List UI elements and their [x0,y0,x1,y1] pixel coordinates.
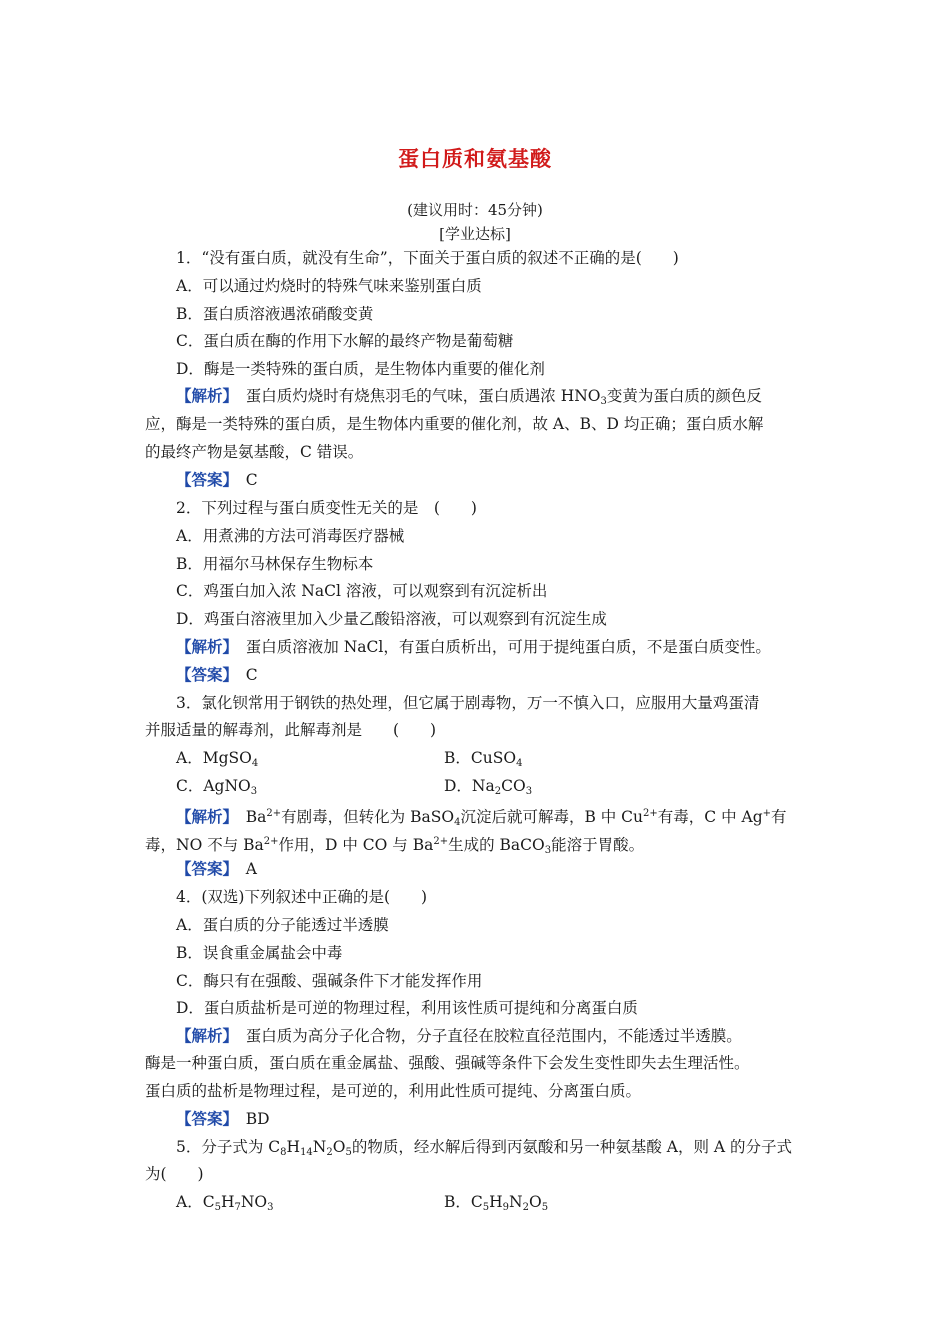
q3-option-b: B．CuSO$_4$ [444,749,523,769]
q4-analysis-line-2: 酶是一种蛋白质，蛋白质在重金属盐、强酸、强碱等条件下会发生变性即失去生理活性。 [145,1054,750,1072]
q3-answer-value: A [245,860,257,878]
q2-answer [176,665,258,685]
section-heading: [学业达标] [439,225,511,243]
q1-answer-value: C [245,471,258,489]
q1-analysis-line-1: 【解析】 蛋白质灼烧时有烧焦羽毛的气味，蛋白质遇浓 $HNO_3$变黄为蛋白质的颜色反 [176,386,762,407]
q1-option-a: A．可以通过灼烧时的特殊气味来鉴别蛋白质 [176,277,482,295]
q1-analysis-line-2: 应，酶是一类特殊的蛋白质，是生物体内重要的催化剂，故 A、B、D 均正确；蛋白质水解 [145,415,764,433]
q3-analysis-line-1: 【解析】 $Ba^{2+}$有剧毒，但转化为 BaSO$_4$沉淀后就可解毒，B 中 $Cu^{2+}$有毒，C 中 Ag+有 [176,807,787,828]
q3-analysis-line-2: 毒，NO 不与 $Ba^{2+}$作用，D 中 CO 与 $Ba^{2+}$生成的 BaCO$_3$能溶于胃酸。 [145,836,645,856]
answer-label: 【答案】 [176,665,231,684]
q1-stem: 1．“没有蛋白质，就没有生命”，下面关于蛋白质的叙述不正确的是( ) [176,249,679,267]
q3-stem-line-2: 并服适量的解毒剂，此解毒剂是 ( ) [145,721,437,739]
q2-analysis: 【解析】 蛋白质溶液加 NaCl，有蛋白质析出，可用于提纯蛋白质，不是蛋白质变性。 [176,637,771,656]
q1-answer [176,470,258,490]
document-title: 蛋白质和氨基酸 [398,146,552,171]
q1-analysis-line-3: 的最终产物是氨基酸，C 错误。 [145,443,364,461]
q5-option-b: B．$C_5H_9N_2O_5$ [444,1193,549,1213]
q1-option-d: D．酶是一类特殊的蛋白质，是生物体内重要的催化剂 [176,360,545,378]
q4-answer-value: BD [245,1110,270,1128]
analysis-label: 【解析】 [176,386,231,405]
q3-option-c: C．AgNO$_3$ [176,777,258,797]
q4-option-c: C．酶只有在强酸、强碱条件下才能发挥作用 [176,972,483,990]
q4-stem: 4．(双选)下列叙述中正确的是( ) [176,888,428,906]
q2-answer-value: C [245,666,258,684]
q2-option-c: C．鸡蛋白加入浓 NaCl 溶液，可以观察到有沉淀析出 [176,582,548,600]
analysis-label: 【解析】 [176,807,231,826]
q3-option-d: D．$Na_2CO_3$ [444,777,533,797]
q2-stem: 2．下列过程与蛋白质变性无关的是 ( ) [176,499,477,517]
q4-option-a: A．蛋白质的分子能透过半透膜 [176,916,389,934]
q4-answer [176,1109,270,1129]
q4-analysis-line-1: 【解析】 蛋白质为高分子化合物，分子直径在胶粒直径范围内，不能透过半透膜。 [176,1026,742,1045]
q4-option-d: D．蛋白质盐析是可逆的物理过程，利用该性质可提纯和分离蛋白质 [176,999,638,1017]
answer-label: 【答案】 [176,1109,231,1128]
q2-option-b: B．用福尔马林保存生物标本 [176,555,374,573]
time-note: (建议用时：45分钟) [407,201,543,219]
q3-stem-line-1: 3．氯化钡常用于钢铁的热处理，但它属于剧毒物，万一不慎入口，应服用大量鸡蛋清 [176,694,760,712]
answer-label: 【答案】 [176,470,231,489]
q5-option-a: A．$C_5H_7NO_3$ [176,1193,274,1213]
q1-option-c: C．蛋白质在酶的作用下水解的最终产物是葡萄糖 [176,332,514,350]
q2-option-d: D．鸡蛋白溶液里加入少量乙酸铅溶液，可以观察到有沉淀生成 [176,610,607,628]
q2-option-a: A．用煮沸的方法可消毒医疗器械 [176,527,405,545]
answer-label: 【答案】 [176,859,231,878]
analysis-label: 【解析】 [176,637,231,656]
q5-stem-line-2: 为( ) [145,1165,204,1183]
analysis-label: 【解析】 [176,1026,231,1045]
q1-option-b: B．蛋白质溶液遇浓硝酸变黄 [176,305,374,323]
q5-stem-line-1: 5．分子式为 $C_8H_{14}N_2O_5$的物质，经水解后得到丙氨酸和另一种氨基酸 A，则 A 的分子式 [176,1138,792,1158]
q4-option-b: B．误食重金属盐会中毒 [176,944,343,962]
q4-analysis-line-3: 蛋白质的盐析是物理过程，是可逆的，利用此性质可提纯、分离蛋白质。 [145,1082,642,1100]
q3-option-a: A．MgSO$_4$ [176,749,259,769]
q3-answer [176,859,257,879]
